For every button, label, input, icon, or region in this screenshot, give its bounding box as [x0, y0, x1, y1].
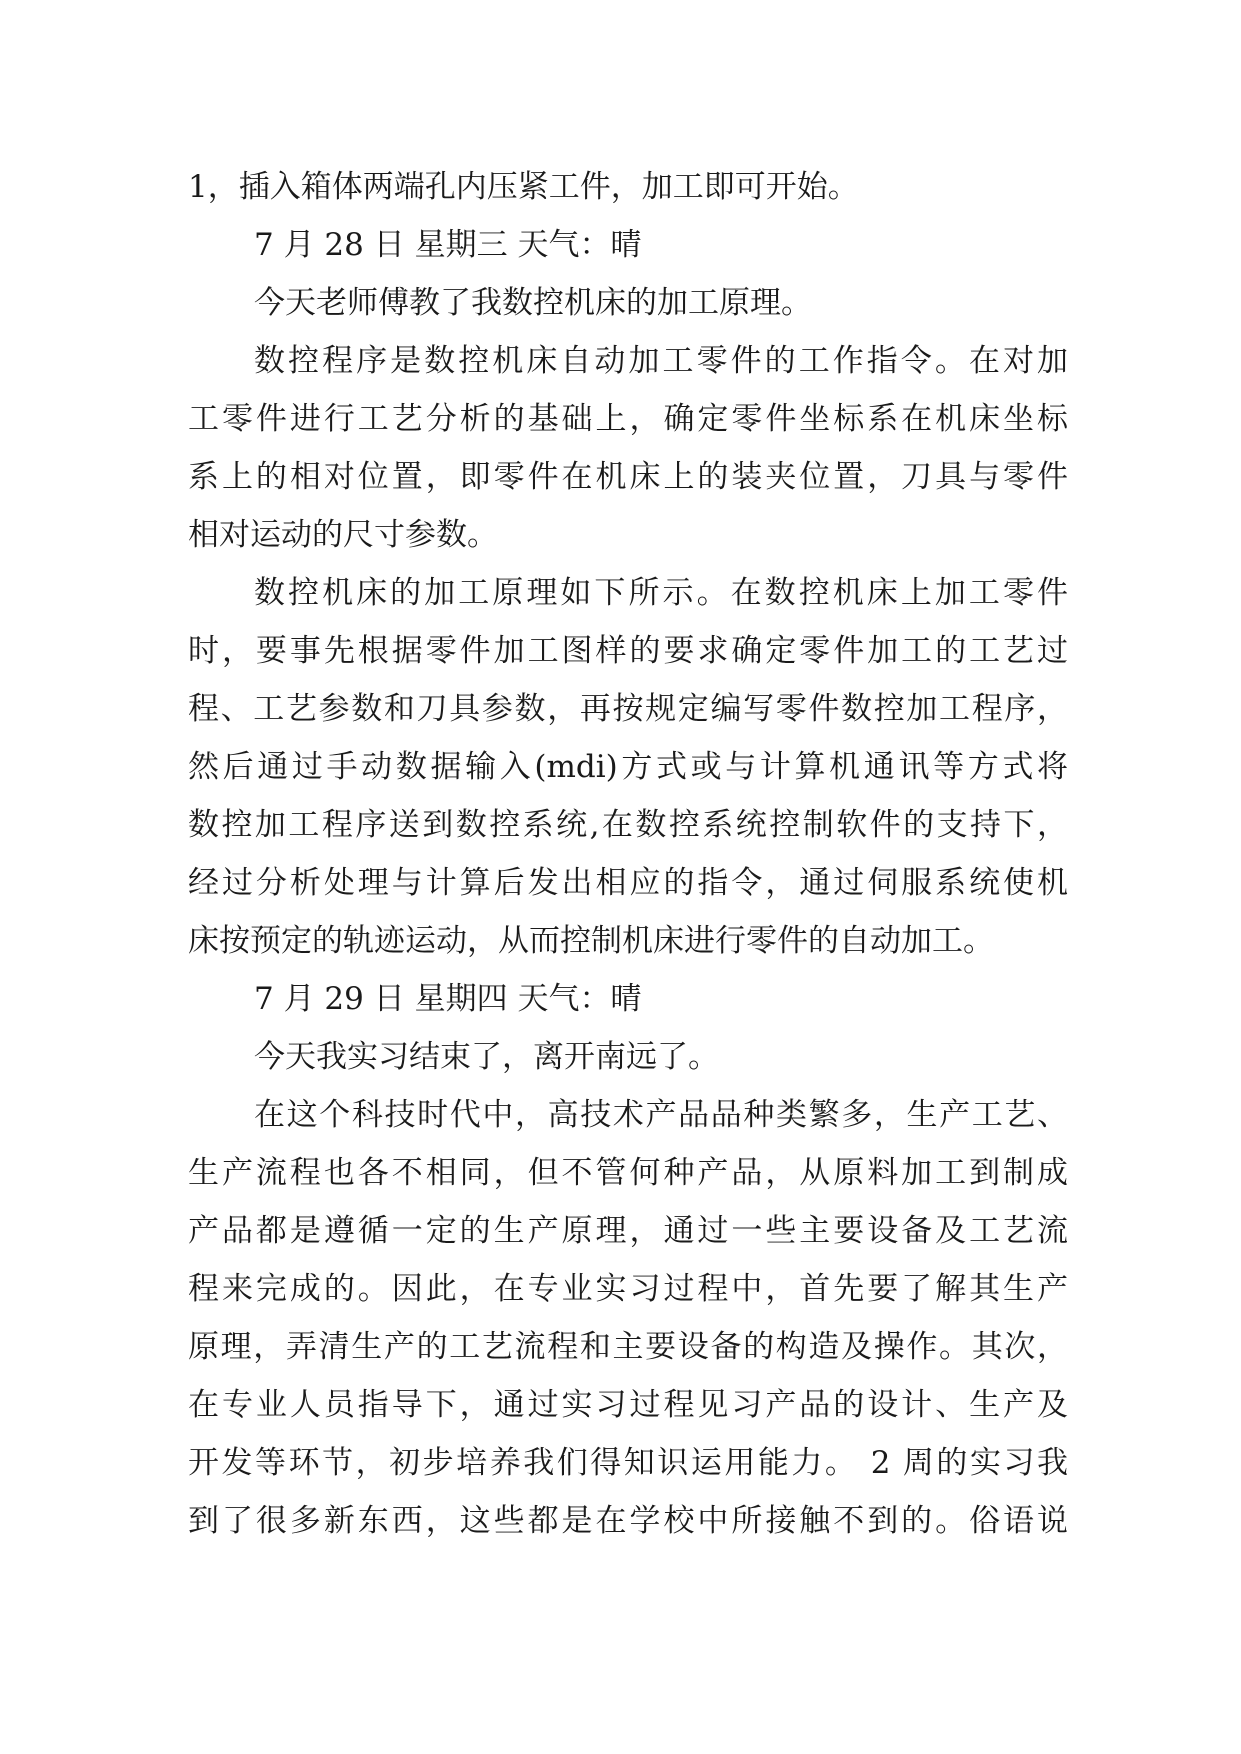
body-text: [188, 158, 1068, 1550]
text-line: 床按预定的轨迹运动，从而控制机床进行零件的自动加工。: [188, 923, 994, 959]
text-line: 1，插入箱体两端孔内压紧工件，加工即可开始。: [188, 169, 859, 205]
text-line: 工零件进行工艺分析的基础上，确定零件坐标系在机床坐标: [188, 401, 1068, 437]
text-line: 数控机床的加工原理如下所示。在数控机床上加工零件: [254, 575, 1068, 611]
text-line: 经过分析处理与计算后发出相应的指令，通过伺服系统使机: [188, 865, 1068, 901]
text-line: 相对运动的尺寸参数。: [188, 517, 498, 553]
text-line: 在专业人员指导下，通过实习过程见习产品的设计、生产及: [188, 1387, 1068, 1423]
text-line: 数控程序是数控机床自动加工零件的工作指令。在对加: [254, 343, 1068, 379]
text-line: 开发等环节，初步培养我们得知识运用能力。 2 周的实习我: [188, 1445, 1068, 1481]
text-line: 系上的相对位置，即零件在机床上的装夹位置，刀具与零件: [188, 459, 1068, 495]
text-line: 今天老师傅教了我数控机床的加工原理。: [254, 285, 812, 321]
text-line: 今天我实习结束了，离开南远了。: [254, 1039, 719, 1075]
text-line: 产品都是遵循一定的生产原理，通过一些主要设备及工艺流: [188, 1213, 1068, 1249]
text-line: 然后通过手动数据输入(mdi)方式或与计算机通讯等方式将: [188, 749, 1068, 785]
text-line: 在这个科技时代中，高技术产品品种类繁多，生产工艺、: [254, 1097, 1068, 1133]
text-line: 程来完成的。因此，在专业实习过程中，首先要了解其生产: [188, 1271, 1068, 1307]
text-line: 数控加工程序送到数控系统,在数控系统控制软件的支持下，: [188, 807, 1068, 843]
text-line: 7 月 28 日 星期三 天气：晴: [254, 227, 642, 263]
text-line: 时，要事先根据零件加工图样的要求确定零件加工的工艺过: [188, 633, 1068, 669]
text-line: 生产流程也各不相同，但不管何种产品，从原料加工到制成: [188, 1155, 1068, 1191]
text-line: 7 月 29 日 星期四 天气：晴: [254, 981, 642, 1017]
text-line: 程、工艺参数和刀具参数，再按规定编写零件数控加工程序，: [188, 691, 1068, 727]
text-line: 原理，弄清生产的工艺流程和主要设备的构造及操作。其次，: [188, 1329, 1068, 1365]
text-line: 到了很多新东西，这些都是在学校中所接触不到的。俗语说: [188, 1503, 1068, 1539]
